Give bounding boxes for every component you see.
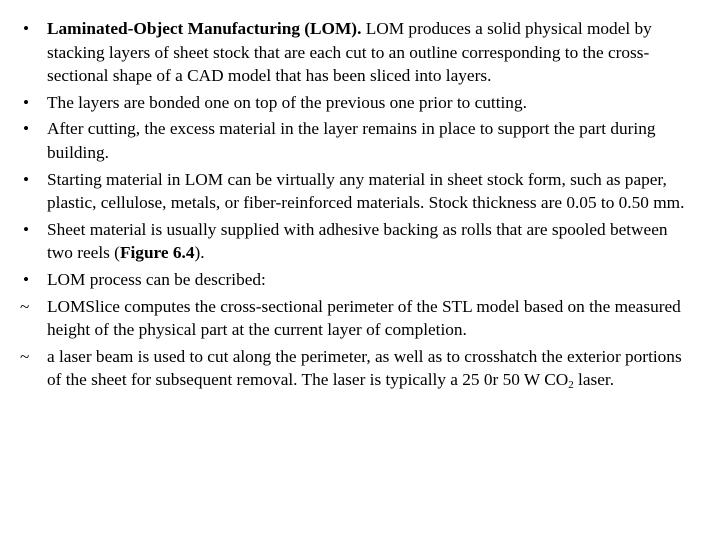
term-heading: Laminated-Object Manufacturing (LOM). [47, 19, 362, 38]
list-subitem-laser-beam [21, 345, 696, 392]
tilde-marker: ~ [20, 346, 30, 366]
tilde-marker: ~ [20, 296, 30, 316]
list-item-sheet-supply [21, 218, 696, 265]
list-item-lom-definition [21, 17, 696, 88]
item-text: The layers are bonded one on top of the previous one prior to cutting. [47, 92, 527, 112]
subscript-two: 2 [568, 379, 574, 392]
item-text-before: Sheet material is usually supplied with adhesive backing as rolls that are spooled between two reels ( [47, 219, 668, 263]
bullet-marker: • [23, 269, 30, 289]
list-item-excess-material [21, 117, 696, 164]
bullet-marker: • [23, 119, 30, 139]
bullet-marker: • [23, 19, 30, 38]
item-text-after: laser. [573, 370, 615, 390]
list-item-layers-bonded [21, 91, 696, 115]
item-text: LOMSlice computes the cross-sectional perimeter of the STL model based on the measured height of the physical part at the current layer of completion. [47, 296, 681, 340]
bullet-marker: • [23, 92, 30, 112]
item-text: After cutting, the excess material in the layer remains in place to support the part during building. [47, 119, 656, 162]
list-item-process-intro [21, 268, 696, 292]
bullet-marker: • [23, 169, 30, 189]
item-text: Starting material in LOM can be virtually any material in sheet stock form, such as paper, plastic, cellulose, metals, or fiber-reinforced materials. Stock thickness are 0.05 to 0.50 mm. [47, 169, 685, 213]
list-item-starting-material [21, 168, 696, 215]
bullet-list [21, 17, 696, 395]
list-subitem-lomslice [21, 295, 696, 342]
item-text-before: a laser beam is used to cut along the perimeter, as well as to crosshatch the exterior portions of the sheet for subsequent removal. The laser is typically a 25 0r 50 W CO [47, 346, 682, 390]
figure-reference: Figure 6.4 [119, 243, 195, 263]
item-text: LOM produces a solid physical model by stacking layers of sheet stock that are each cut to an outline corresponding to the cross-sectional shape of a CAD model that has been sliced into layers. [47, 19, 652, 86]
item-text: LOM process can be described: [47, 269, 266, 289]
bullet-marker: • [23, 219, 30, 239]
item-text-after: ). [194, 243, 205, 263]
